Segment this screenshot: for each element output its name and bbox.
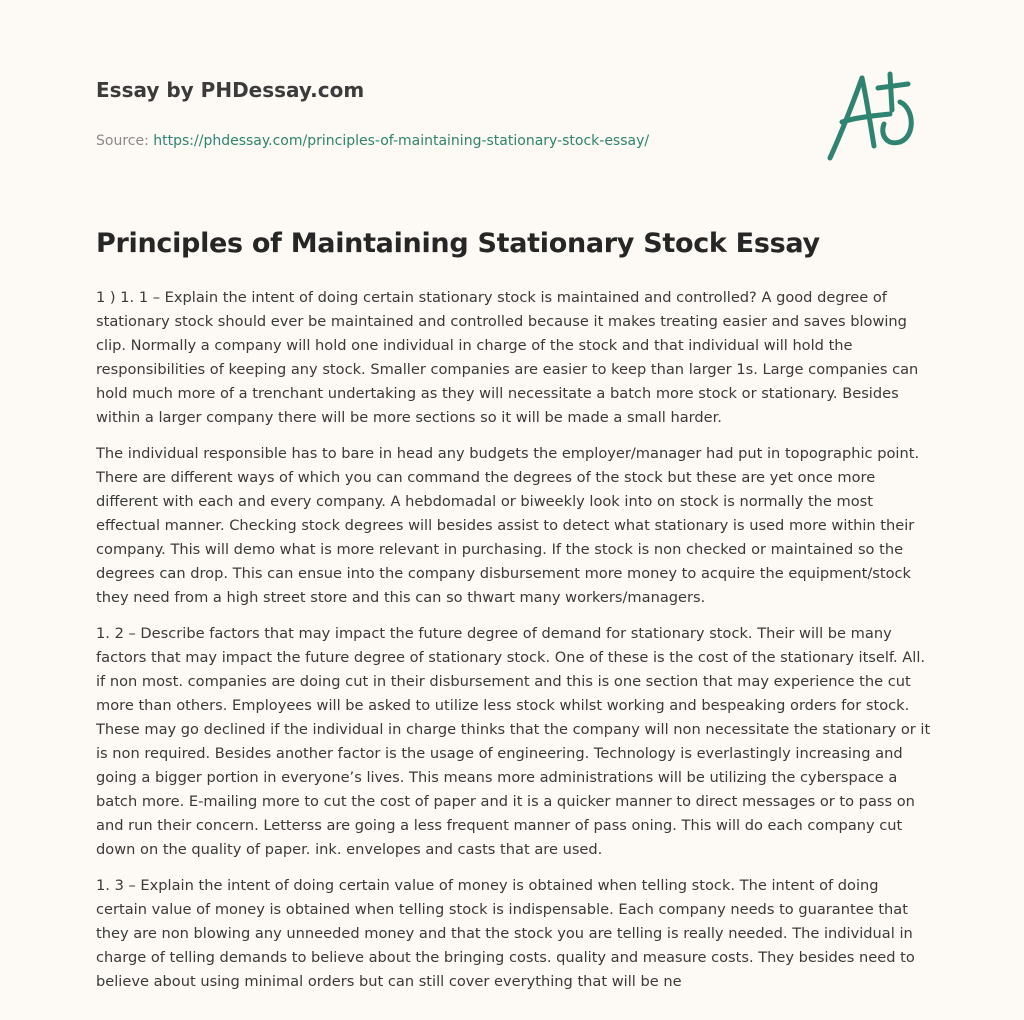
- article-paragraph: 1 ) 1. 1 – Explain the intent of doing certain stationary stock is maintained and controlled? A good degree of stationary stock should ever be maintained and controlled because it makes treating easier and saves blowing clip. Normally a company will hold one individual in charge of the stock and that individual will hold the responsibilities of keeping any stock. Smaller companies are easier to keep than larger 1s. Large companies can hold much more of a trenchant undertaking as they will necessitate a batch more stock or stationary. Besides within a larger company there will be more sections so it will be made a small harder.: [96, 289, 919, 426]
- source-link[interactable]: https://phdessay.com/principles-of-maintaining-stationary-stock-essay/: [153, 133, 650, 149]
- source-label: Source:: [96, 133, 149, 149]
- article-paragraph: 1. 2 – Describe factors that may impact the future degree of demand for stationary stock. Their will be many factors that may impact the future degree of stationary stock. One of these is the cost of the stationary itself. All. if non most. companies are doing cut in their disbursement and this is one section that may experience the cut more than others. Employees will be asked to utilize less stock whilst working and bespeaking orders for stock. These may go declined if the individual in charge thinks that the company will non necessitate the stationary or it is non required. Besides another factor is the usage of engineering. Technology is everlastingly increasing and going a bigger portion in everyone’s lives. This means more administrations will be utilizing the cyberspace a batch more. E-mailing more to cut the cost of paper and it is a quicker manner to direct messages or to pass on and run their concern. Letterss are going a less frequent manner of pass oning. This will do each company cut down on the quality of paper. ink. envelopes and casts that are used.: [96, 625, 931, 858]
- page-header: [96, 76, 796, 150]
- site-title: Essay by PHDessay.com: [96, 78, 365, 102]
- article-paragraph: 1. 3 – Explain the intent of doing certain value of money is obtained when telling stock. The intent of doing certain value of money is obtained when telling stock is indispensable. Each company needs to guarantee that they are non blowing any unneeded money and that the stock you are telling is really needed. The individual in charge of telling demands to believe about the bringing costs. quality and measure costs. They besides need to believe about using minimal orders but can still cover everything that will be ne: [96, 877, 915, 990]
- article-paragraph: The individual responsible has to bare in head any budgets the employer/manager had put in topographic point. There are different ways of which you can command the degrees of the stock but these are yet once more different with each and every company. A hebdomadal or biweekly look into on stock is normally the most effectual manner. Checking stock degrees will besides assist to detect what stationary is used more within their company. This will demo what is more relevant in purchasing. If the stock is non checked or maintained so the degrees can drop. This can ensue into the company disbursement more money to acquire the equipment/stock they need from a high street store and this can so thwart many workers/managers.: [96, 445, 920, 606]
- article-title: Principles of Maintaining Stationary Stock Essay: [96, 228, 820, 259]
- a-plus-logo-icon: [820, 66, 930, 166]
- source-line: [96, 132, 796, 150]
- article: [96, 224, 932, 1006]
